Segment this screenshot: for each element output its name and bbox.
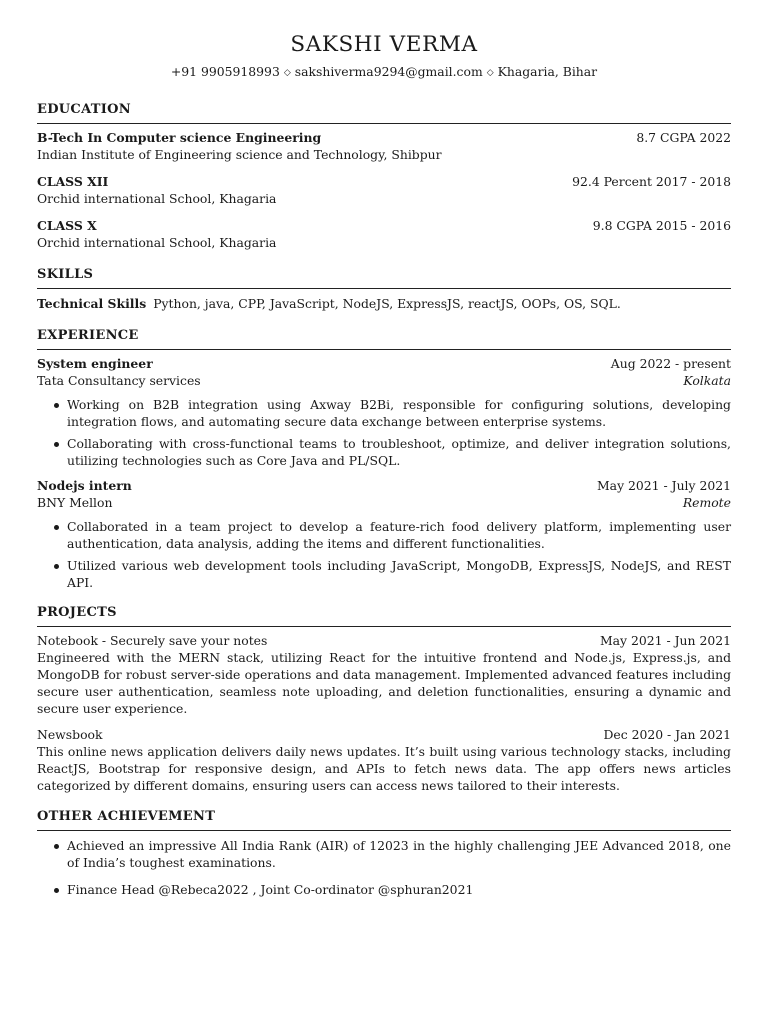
bullet-text: Working on B2B integration using Axway B2Bi, responsible for configuring solutions, developing integration flows, and automating secure data exchange between enterprise systems. xyxy=(67,397,731,429)
education-entry xyxy=(37,173,731,207)
education-entry xyxy=(37,217,731,251)
contact-line xyxy=(37,64,731,82)
list-item xyxy=(37,396,731,430)
project-name: Notebook - Securely save your notes xyxy=(37,633,268,648)
bullet-text: Achieved an impressive All India Rank (AIR) of 12023 in the highly challenging JEE Advanced 2018, one of India’s toughest examinations. xyxy=(67,838,731,870)
job-bullets xyxy=(37,396,731,469)
company-name: Tata Consultancy services xyxy=(37,373,201,388)
diamond-separator-icon: ◇ xyxy=(486,68,494,78)
bullet-icon xyxy=(54,525,59,530)
job-role: Nodejs intern xyxy=(37,478,132,493)
project-entry xyxy=(37,726,731,794)
skills-line xyxy=(37,295,731,312)
list-item xyxy=(37,881,731,898)
project-entry xyxy=(37,632,731,717)
experience-heading: EXPERIENCE xyxy=(37,328,731,350)
list-item xyxy=(37,518,731,552)
resume-page xyxy=(37,0,731,898)
job-dates: May 2021 - July 2021 xyxy=(597,478,731,493)
job-location: Remote xyxy=(682,495,731,510)
experience-entry xyxy=(37,355,731,469)
candidate-name: SAKSHI VERMA xyxy=(290,32,478,57)
bullet-text: Collaborated in a team project to develop a feature-rich food delivery platform, implementing user authentication, data analysis, adding the items and different functionalities. xyxy=(67,519,731,551)
skills-heading: SKILLS xyxy=(37,267,731,289)
projects-heading: PROJECTS xyxy=(37,605,731,627)
job-location: Kolkata xyxy=(683,373,731,388)
score: 92.4 Percent 2017 - 2018 xyxy=(572,174,731,189)
phone-number: +91 9905918993 xyxy=(170,64,280,79)
bullet-icon xyxy=(54,844,59,849)
achievement-list xyxy=(37,837,731,898)
email-address: sakshiverma9294@gmail.com xyxy=(294,64,483,79)
job-role: System engineer xyxy=(37,356,153,371)
location: Khagaria, Bihar xyxy=(497,64,598,79)
score: 9.8 CGPA 2015 - 2016 xyxy=(592,218,731,233)
project-dates: Dec 2020 - Jan 2021 xyxy=(603,727,731,742)
list-item xyxy=(37,557,731,591)
skills-value: Python, java, CPP, JavaScript, NodeJS, ExpressJS, reactJS, OOPs, OS, SQL. xyxy=(153,296,621,311)
institute: Orchid international School, Khagaria xyxy=(37,191,277,206)
experience-entry xyxy=(37,477,731,591)
job-dates: Aug 2022 - present xyxy=(610,356,731,371)
bullet-icon xyxy=(54,888,59,893)
bullet-text: Finance Head @Rebeca2022 , Joint Co-ordinator @sphuran2021 xyxy=(67,882,474,897)
education-heading: EDUCATION xyxy=(37,102,731,124)
job-bullets xyxy=(37,518,731,591)
company-name: BNY Mellon xyxy=(37,495,113,510)
list-item xyxy=(37,435,731,469)
score: 8.7 CGPA 2022 xyxy=(636,130,731,145)
bullet-text: Collaborating with cross-functional teams to troubleshoot, optimize, and deliver integration solutions, utilizing technologies such as Core Java and PL/SQL. xyxy=(67,436,731,468)
project-description: Engineered with the MERN stack, utilizing React for the intuitive frontend and Node.js, Express.js, and MongoDB for robust server-side operations and data management. Implemented advanced features including secure user authentication, seamless note uploading, and deletion functionalities, ensuring a dynamic and secure user experience. xyxy=(37,650,731,716)
bullet-icon xyxy=(54,564,59,569)
project-description: This online news application delivers daily news updates. It’s built using various technology stacks, including ReactJS, Bootstrap for responsive design, and APIs to fetch news data. The app offers news articles categorized by different domains, ensuring users can access news tailored to their interests. xyxy=(37,744,731,793)
project-name: Newsbook xyxy=(37,727,103,742)
degree: B-Tech In Computer science Engineering xyxy=(37,130,322,145)
education-entry xyxy=(37,129,731,163)
institute: Indian Institute of Engineering science and Technology, Shibpur xyxy=(37,147,442,162)
bullet-icon xyxy=(54,403,59,408)
skills-label: Technical Skills xyxy=(37,296,147,311)
project-dates: May 2021 - Jun 2021 xyxy=(599,633,731,648)
degree: CLASS XII xyxy=(37,174,109,189)
bullet-icon xyxy=(54,442,59,447)
degree: CLASS X xyxy=(37,218,97,233)
diamond-separator-icon: ◇ xyxy=(283,68,291,78)
achievements-heading: OTHER ACHIEVEMENT xyxy=(37,809,731,831)
institute: Orchid international School, Khagaria xyxy=(37,235,277,250)
bullet-text: Utilized various web development tools including JavaScript, MongoDB, ExpressJS, NodeJS, and REST API. xyxy=(67,558,731,590)
list-item xyxy=(37,837,731,871)
